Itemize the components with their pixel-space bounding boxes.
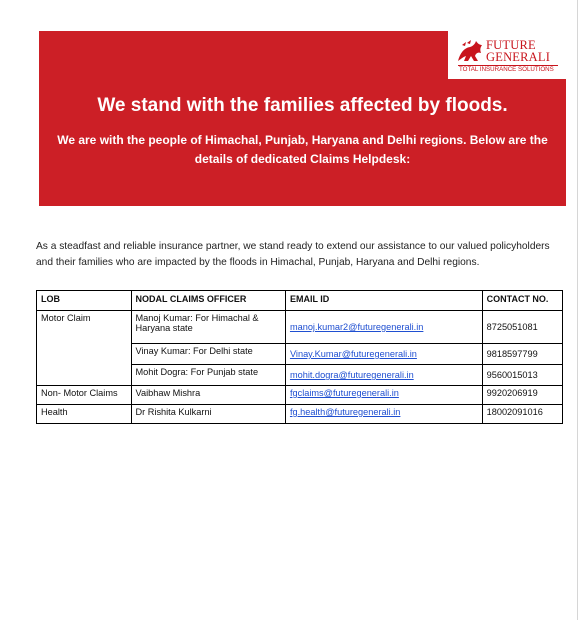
- officer-cell: Mohit Dogra: For Punjab state: [131, 365, 285, 386]
- email-link[interactable]: manoj.kumar2@futuregenerali.in: [285, 311, 482, 344]
- contact-cell: 18002091016: [482, 405, 562, 424]
- officer-cell: Dr Rishita Kulkarni: [131, 405, 285, 424]
- officer-cell: Vinay Kumar: For Delhi state: [131, 344, 285, 365]
- contact-cell: 9560015013: [482, 365, 562, 386]
- lob-cell: Health: [37, 405, 132, 424]
- future-generali-logo[interactable]: [448, 31, 566, 79]
- table-row: [37, 344, 563, 365]
- email-link[interactable]: fg.health@futuregenerali.in: [285, 405, 482, 424]
- logo-line-1: FUTURE: [486, 38, 536, 52]
- email-link[interactable]: Vinay.Kumar@futuregenerali.in: [285, 344, 482, 365]
- page-edge-divider: [577, 0, 578, 620]
- lion-icon: [456, 39, 484, 65]
- banner-headline: We stand with the families affected by floods.: [97, 95, 508, 116]
- email-link[interactable]: fgclaims@futuregenerali.in: [285, 386, 482, 405]
- claims-helpdesk-table: [36, 290, 563, 424]
- header-officer: NODAL CLAIMS OFFICER: [131, 291, 285, 311]
- header-email: EMAIL ID: [285, 291, 482, 311]
- table-row: [37, 405, 563, 424]
- header-contact: CONTACT NO.: [482, 291, 562, 311]
- banner-subline: We are with the people of Himachal, Punjab, Haryana and Delhi regions. Below are the details of dedicated Claims Helpdesk:: [57, 133, 548, 166]
- lob-cell: Non- Motor Claims: [37, 386, 132, 405]
- header-lob: LOB: [37, 291, 132, 311]
- lob-cell: Motor Claim: [37, 311, 132, 344]
- lob-cell: [37, 365, 132, 386]
- table-header-row: [37, 291, 563, 311]
- logo-line-2: GENERALI: [486, 50, 551, 64]
- contact-cell: 9818597799: [482, 344, 562, 365]
- officer-cell: Manoj Kumar: For Himachal & Haryana state: [131, 311, 285, 344]
- lob-cell: [37, 344, 132, 365]
- table-row: [37, 386, 563, 405]
- logo-tagline: TOTAL INSURANCE SOLUTIONS: [459, 66, 554, 73]
- officer-cell: Vaibhaw Mishra: [131, 386, 285, 405]
- contact-cell: 9920206919: [482, 386, 562, 405]
- table-row: [37, 311, 563, 344]
- email-link[interactable]: mohit.dogra@futuregenerali.in: [285, 365, 482, 386]
- contact-cell: 8725051081: [482, 311, 562, 344]
- table-row: [37, 365, 563, 386]
- intro-paragraph: As a steadfast and reliable insurance partner, we stand ready to extend our assistance to our valued policyholders and their families who are impacted by the floods in Himachal, Punjab, Haryana and Delhi regions.: [36, 241, 550, 268]
